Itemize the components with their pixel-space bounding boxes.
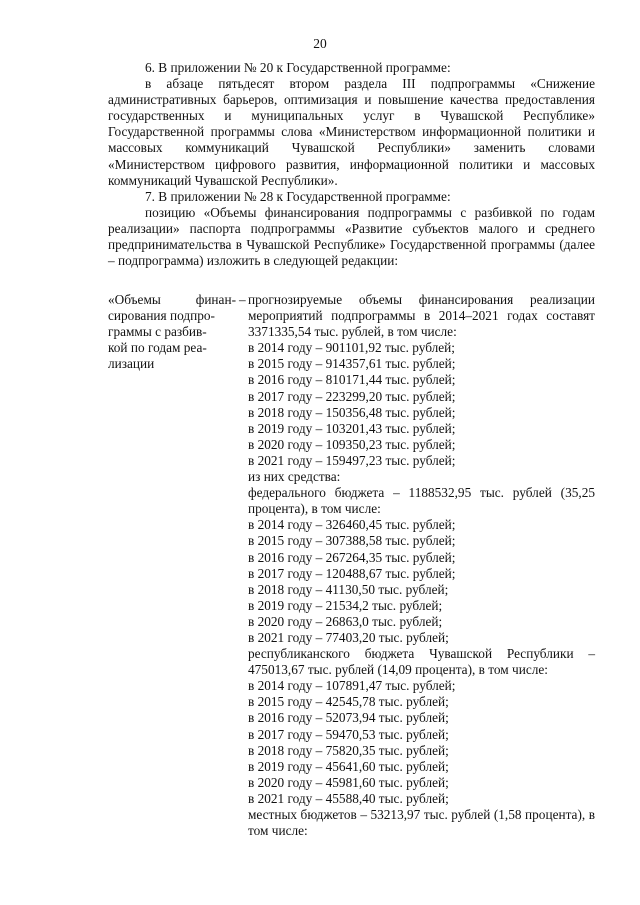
page-number: 20	[313, 36, 327, 51]
year-amount-line: в 2015 году – 914357,61 тыс. рублей;	[248, 356, 456, 372]
year-amount-line: в 2020 году – 109350,23 тыс. рублей;	[248, 436, 456, 452]
year-amount-line: в 2019 году – 21534,2 тыс. рублей;	[248, 597, 443, 613]
year-amount-line: в 2018 году – 150356,48 тыс. рублей;	[248, 404, 456, 420]
year-amount-line: в 2019 году – 103201,43 тыс. рублей;	[248, 420, 456, 436]
year-amount-line: в 2015 году – 42545,78 тыс. рублей;	[248, 694, 449, 710]
local-budget-text: местных бюджетов – 53213,97 тыс. рублей (1,58 процента), в том числе:	[248, 807, 595, 839]
label-line: «Объемы финан-	[108, 292, 236, 307]
label-line: лизации	[108, 356, 155, 372]
year-amount-line: в 2021 году – 77403,20 тыс. рублей;	[248, 629, 449, 645]
of-them-label: из них средства:	[248, 469, 341, 485]
year-amount-line: в 2014 году – 901101,92 тыс. рублей;	[248, 340, 455, 356]
passport-position-value	[248, 292, 595, 839]
year-amount-line: в 2018 году – 41130,50 тыс. рублей;	[248, 581, 449, 597]
year-amount-line: в 2017 году – 120488,67 тыс. рублей;	[248, 565, 456, 581]
paragraph-6-text: в абзаце пятьдесят втором раздела III подпрограммы «Снижение административных барьеров, оптимизация и повышение качества предоставления государственных и муниципальных услуг в Чувашской Республике» Государственной программы слова «Министерством информационной политики и массовых коммуникаций Чувашской Республики» заменить словами «Министерством цифрового развития, информационной политики и массовых коммуникаций Чувашской Республики».	[108, 76, 595, 188]
year-amount-line: в 2016 году – 52073,94 тыс. рублей;	[248, 710, 449, 726]
year-amount-line: в 2017 году – 59470,53 тыс. рублей;	[248, 726, 449, 742]
year-amount-line: в 2016 году – 810171,44 тыс. рублей;	[248, 372, 456, 388]
label-line: сирования подпро-	[108, 308, 215, 324]
year-amount-line: в 2017 году – 223299,20 тыс. рублей;	[248, 388, 456, 404]
passport-position-label	[108, 292, 236, 372]
federal-budget-text: федерального бюджета – 1188532,95 тыс. рублей (35,25 процента), в том числе:	[248, 485, 595, 517]
year-amount-line: в 2018 году – 75820,35 тыс. рублей;	[248, 742, 449, 758]
paragraph-7-text: позицию «Объемы финансирования подпрограммы с разбивкой по годам реализации» паспорта подпрограммы «Развитие субъектов малого и среднего предпринимательства в Чувашской Республике» Государственной программы (далее – подпрограмма) изложить в следующей редакции:	[108, 204, 595, 269]
label-line: кой по годам реа-	[108, 340, 207, 356]
year-amount-line: в 2021 году – 159497,23 тыс. рублей;	[248, 452, 456, 468]
separator-dash: –	[239, 292, 246, 307]
paragraph-7-heading: 7. В приложении № 28 к Государственной программе:	[145, 188, 451, 204]
total-financing-text: прогнозируемые объемы финансирования реализации мероприятий подпрограммы в 2014–2021 годах составят 3371335,54 тыс. рублей, в том числе:	[248, 292, 595, 340]
federal-years-list	[248, 517, 595, 646]
year-amount-line: в 2014 году – 326460,45 тыс. рублей;	[248, 517, 456, 533]
document-body	[108, 60, 595, 269]
year-amount-line: в 2016 году – 267264,35 тыс. рублей;	[248, 549, 456, 565]
year-amount-line: в 2014 году – 107891,47 тыс. рублей;	[248, 678, 456, 694]
year-amount-line: в 2020 году – 45981,60 тыс. рублей;	[248, 774, 449, 790]
total-years-list	[248, 340, 595, 469]
label-line: граммы с разбив-	[108, 324, 207, 340]
year-amount-line: в 2020 году – 26863,0 тыс. рублей;	[248, 613, 443, 629]
year-amount-line: в 2019 году – 45641,60 тыс. рублей;	[248, 758, 449, 774]
republic-years-list	[248, 678, 595, 807]
year-amount-line: в 2015 году – 307388,58 тыс. рублей;	[248, 533, 456, 549]
year-amount-line: в 2021 году – 45588,40 тыс. рублей;	[248, 790, 449, 806]
paragraph-6-heading: 6. В приложении № 20 к Государственной программе:	[145, 60, 451, 75]
republic-budget-text: республиканского бюджета Чувашской Республики – 475013,67 тыс. рублей (14,09 процента), в том числе:	[248, 646, 595, 678]
